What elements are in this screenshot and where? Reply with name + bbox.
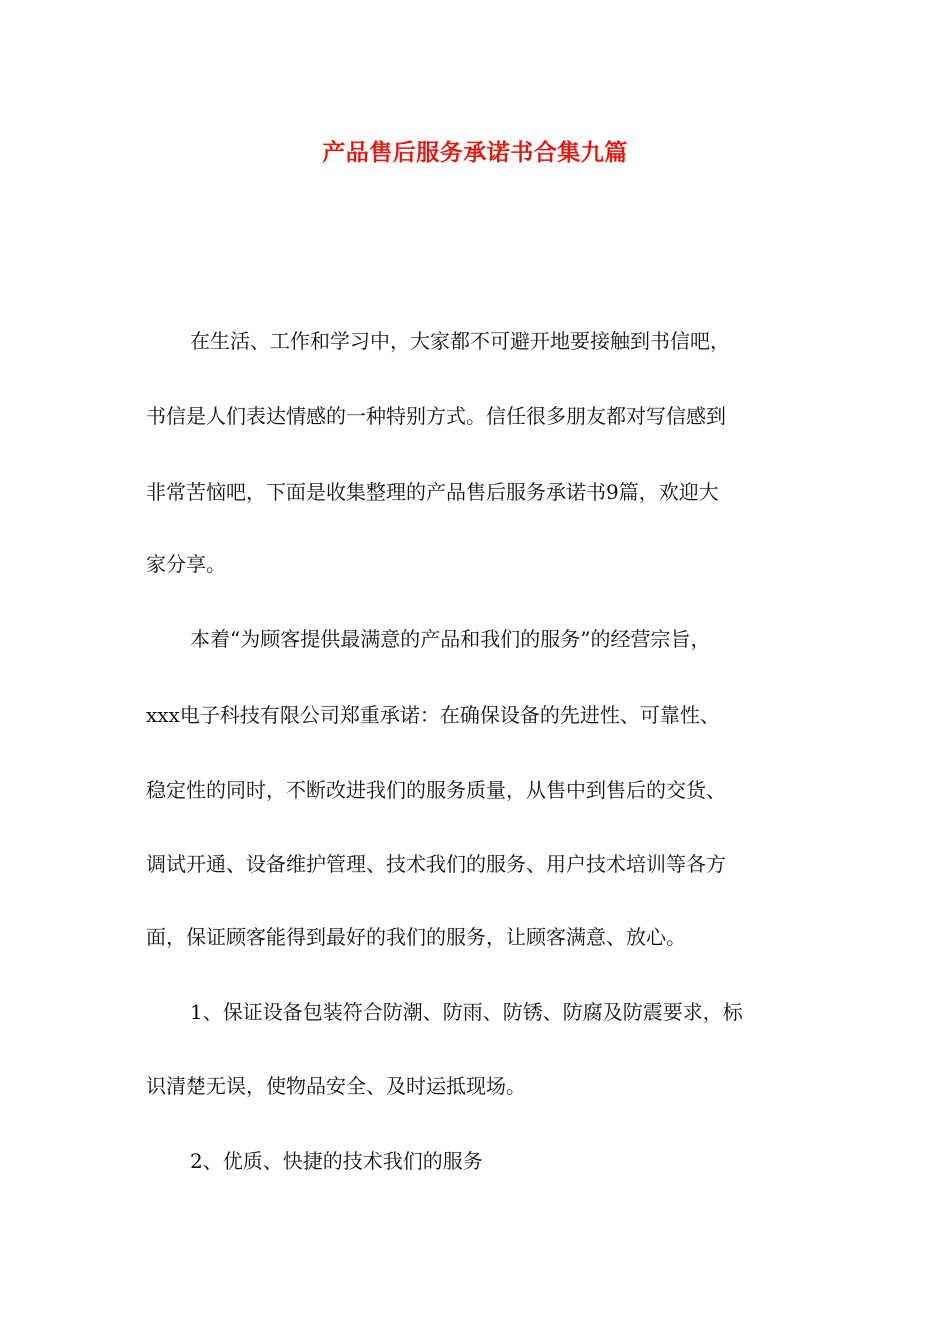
paragraph-line: 家分享。 <box>146 552 226 576</box>
paragraph-line: 在生活、工作和学习中，大家都不可避开地要接触到书信吧， <box>190 329 730 353</box>
list-item-line: 1、保证设备包装符合防潮、防雨、防锈、防腐及防震要求，标 <box>190 1000 743 1024</box>
paragraph-line: 调试开通、设备维护管理、技术我们的服务、用户技术培训等各方 <box>146 852 726 876</box>
paragraph-line: 面，保证顾客能得到最好的我们的服务，让顾客满意、放心。 <box>146 925 686 949</box>
list-item-line: 2、优质、快捷的技术我们的服务 <box>190 1149 483 1173</box>
list-item-line: 识清楚无误，使物品安全、及时运抵现场。 <box>146 1074 526 1098</box>
paragraph-line: xxx电子科技有限公司郑重承诺：在确保设备的先进性、可靠性、 <box>146 703 720 727</box>
paragraph-line: 本着“为顾客提供最满意的产品和我们的服务”的经营宗旨， <box>190 627 711 651</box>
document-title: 产品售后服务承诺书合集九篇 <box>322 139 628 166</box>
paragraph-line: 书信是人们表达情感的一种特别方式。信任很多朋友都对写信感到 <box>146 404 726 428</box>
paragraph-line: 稳定性的同时，不断改进我们的服务质量，从售中到售后的交货、 <box>146 778 726 802</box>
paragraph-line: 非常苦恼吧，下面是收集整理的产品售后服务承诺书9篇，欢迎大 <box>146 480 719 504</box>
